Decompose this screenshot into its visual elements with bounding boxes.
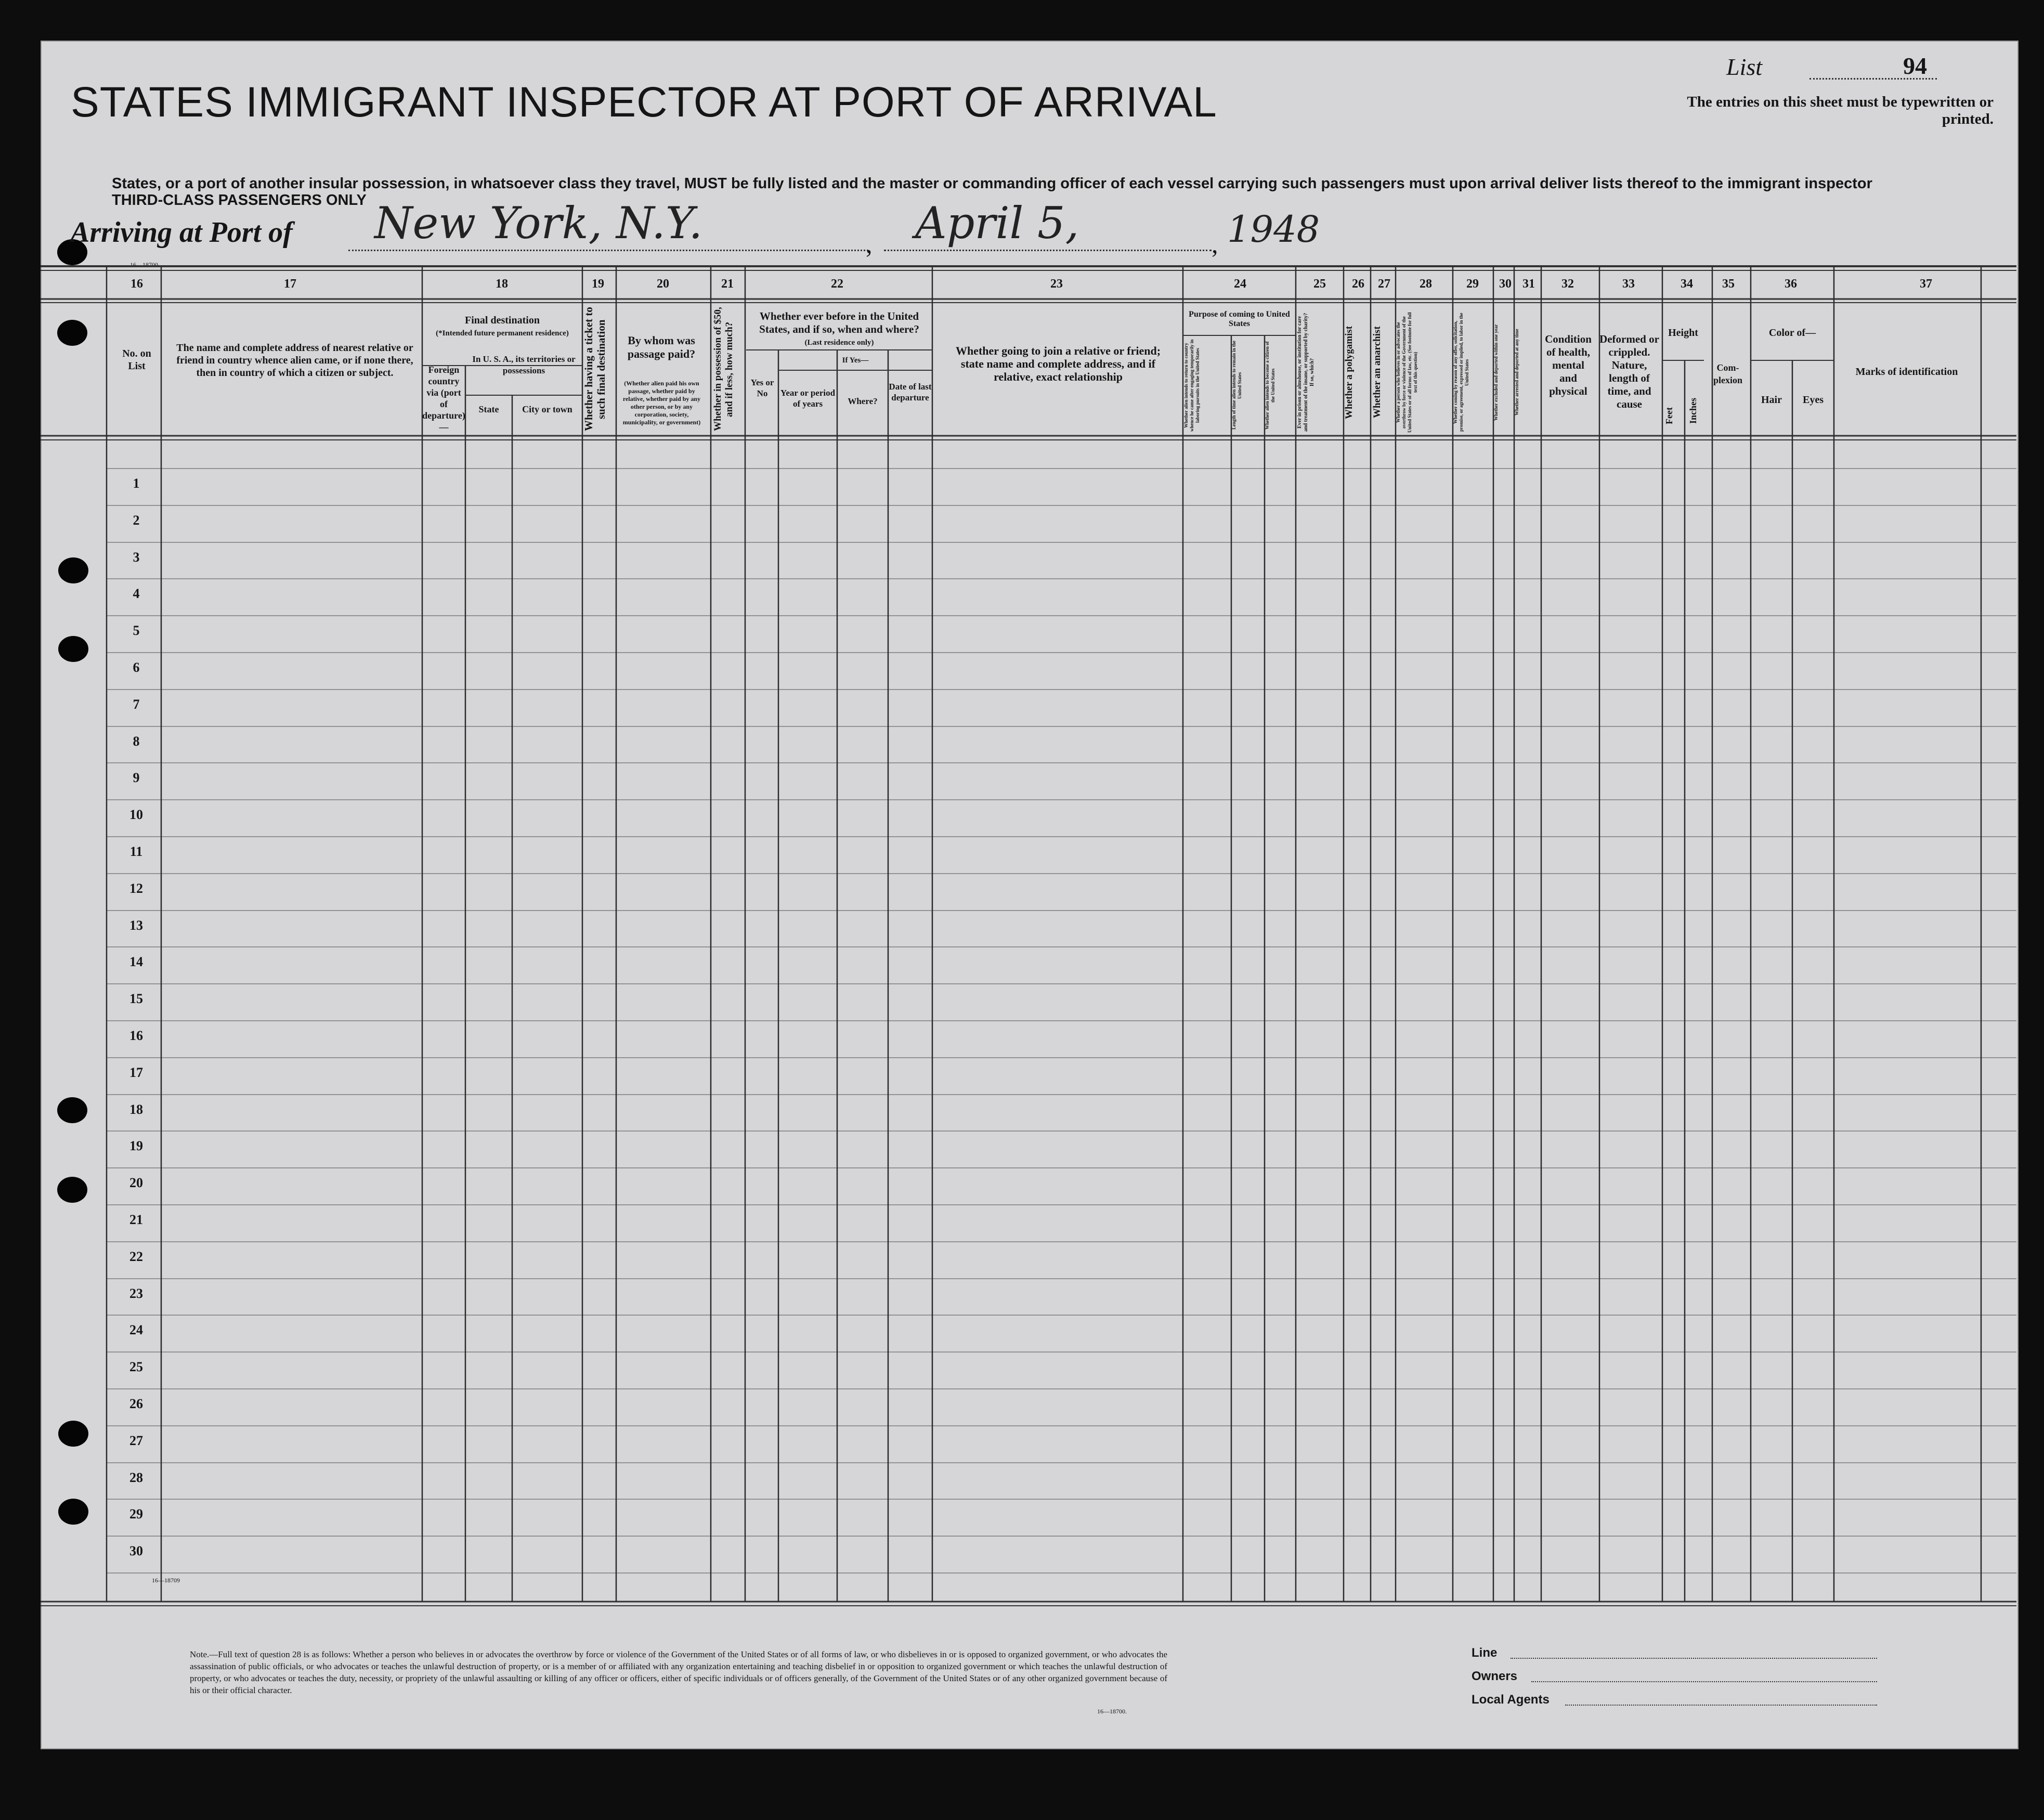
header-offer-labor: Whether coming by reason of any offer, solicitation, promise, or agreement, expressed or implied, to labor in the United States [1453, 313, 1469, 432]
row-number: 11 [129, 844, 143, 859]
header-arrested: Whether arrested and deported at any time [1514, 329, 1519, 416]
header-yes-or-no: Yes or No [750, 378, 774, 398]
header-marks: Marks of identification [1855, 366, 1958, 378]
header-last-residence: (Last residence only) [804, 339, 874, 347]
row-number: 20 [129, 1175, 143, 1190]
list-label: List [1726, 54, 1763, 80]
col-num-28: 28 [1420, 277, 1432, 291]
header-no-on-list: No. on List [122, 348, 151, 372]
header-health: Condition of health, mental and physical [1545, 333, 1592, 397]
row-number: 25 [129, 1359, 143, 1374]
header-final-destination-sub: (*Intended future permanent residence) [436, 329, 569, 337]
col-num-32: 32 [1561, 277, 1574, 291]
row-number: 1 [133, 476, 140, 491]
header-if-yes: If Yes— [842, 356, 869, 365]
row-number: 22 [129, 1249, 143, 1264]
col-num-22: 22 [831, 277, 843, 291]
row-number: 26 [129, 1396, 143, 1411]
header-where: Where? [848, 396, 878, 406]
row-number: 17 [129, 1065, 143, 1080]
header-fifty-dollars: Whether in possession of $50, and if less, how much? [712, 307, 735, 432]
col-num-23: 23 [1050, 277, 1063, 291]
header-ticket: Whether having a ticket to such final destination [582, 307, 607, 432]
header-polygamist: Whether a polygamist [1344, 326, 1355, 419]
header-purpose-citizen: Whether alien intends to become a citizen of the United States [1265, 341, 1275, 430]
col-num-24: 24 [1234, 277, 1246, 291]
date-handwritten: April 5, [915, 198, 1079, 249]
line-label: Line [1472, 1646, 1498, 1660]
header-join-relative: Whether going to join a relative or friend; state name and complete address, and if relative, exact relationship [955, 344, 1161, 383]
header-purpose-length: Length of time alien intends to remain in the United States [1231, 341, 1242, 430]
row-number: 21 [129, 1212, 143, 1227]
header-passage-paid: By whom was passage paid? [627, 334, 696, 360]
row-number: 7 [133, 697, 140, 712]
note-form-code: 16—18700. [1097, 1708, 1127, 1715]
col-num-21: 21 [721, 277, 734, 291]
year-handwritten: 1948 [1227, 208, 1320, 251]
row-number: 16 [129, 1028, 143, 1043]
passenger-class: THIRD-CLASS PASSENGERS ONLY [112, 192, 367, 209]
row-number: 13 [129, 918, 143, 933]
header-prison: Ever in prison or almshouse, or institution for care and treatment of the insane, or supported by charity? If so, which? [1297, 313, 1315, 432]
row-number: 9 [133, 770, 140, 785]
comma: , [866, 229, 873, 258]
form-code: 16—18700. [130, 261, 160, 268]
col-num-19: 19 [592, 277, 604, 291]
instruction-text: States, or a port of another insular possession, in whatsoever class they travel, MUST be fully listed and the master or commanding officer of each vessel carrying such passengers must upon arrival deliver lists thereof to the immigrant inspector [112, 175, 1872, 192]
col-num-31: 31 [1522, 277, 1535, 291]
header-year-period: Year or period of years [780, 388, 836, 409]
col-num-20: 20 [657, 277, 669, 291]
local-agents-label: Local Agents [1472, 1693, 1550, 1707]
row-number: 27 [129, 1433, 143, 1448]
col-num-26: 26 [1352, 277, 1364, 291]
row-number: 3 [133, 550, 140, 565]
header-state: State [478, 404, 499, 414]
header-ever-before: Whether ever before in the United States, and if so, when and where? [759, 310, 919, 335]
header-in-usa: In U. S. A., its territories or possessions [472, 354, 576, 375]
row-number: 2 [133, 513, 140, 528]
row-number: 18 [129, 1102, 143, 1117]
port-handwritten: New York, N.Y. [374, 198, 703, 249]
header-hair: Hair [1761, 394, 1782, 406]
local-agents-field[interactable] [1565, 1705, 1877, 1706]
col-num-36: 36 [1785, 277, 1797, 291]
col-num-16: 16 [131, 277, 143, 291]
row-number: 28 [129, 1470, 143, 1485]
row-number: 15 [129, 991, 143, 1006]
col-num-18: 18 [496, 277, 508, 291]
line-field[interactable] [1511, 1658, 1877, 1659]
header-excluded: Whether excluded and deported within one year [1493, 324, 1499, 421]
header-feet: Feet [1664, 407, 1674, 425]
header-color-of: Color of— [1768, 327, 1816, 339]
header-purpose: Purpose of coming to United States [1189, 310, 1290, 328]
comma: , [1212, 229, 1218, 258]
header-eyes: Eyes [1803, 394, 1824, 406]
row-number: 8 [133, 734, 140, 749]
header-inches: Inches [1688, 398, 1698, 424]
owners-label: Owners [1472, 1669, 1518, 1683]
arriving-label: Arriving at Port of [70, 216, 293, 249]
col-num-35: 35 [1722, 277, 1735, 291]
header-nearest-relative: The name and complete address of nearest relative or friend in country whence alien came, or if none there, then in country of which a citizen or subject. [176, 342, 413, 379]
row-number: 12 [129, 881, 143, 896]
header-purpose-return: Whether alien intends to return to country whence he came after engaging temporarily in laboring pursuits in the United States [1183, 339, 1200, 432]
header-anarchist: Whether an anarchist [1372, 326, 1383, 419]
form-title: STATES IMMIGRANT INSPECTOR AT PORT OF ARRIVAL [71, 79, 1217, 126]
col-num-33: 33 [1622, 277, 1635, 291]
row-number: 6 [133, 660, 140, 675]
row-number: 14 [129, 954, 143, 969]
question-28-note: Note.—Full text of question 28 is as follows: Whether a person who believes in or advocates the overthrow by force or violence of the Government of the United States or of all forms of law, or who disbelieves in or is opposed to organized government, or who advocates the assassination of public officials, or who advocates or teaches the unlawful destruction of property, or is a member of or affiliated with any organization entertaining and teaching disbelief in or opposition to organized government or which teaches the unlawful destruction of property, or who advocates or teaches the duty, necessity, or propriety of the unlawful assaulting or killing of any officer or officers, either of specific individuals or of officers generally, of the Government of the United States or of any other organized government because of his or their official character. [190, 1649, 1167, 1695]
header-overthrow: Whether a person who believes in or advocates the overthrow by force or violence of the Government of the United States or of all forms of law, etc. (See footnote for full text of this question) [1396, 312, 1418, 433]
row-number: 30 [129, 1543, 143, 1558]
col-num-37: 37 [1920, 277, 1932, 291]
owners-field[interactable] [1531, 1681, 1877, 1682]
col-num-34: 34 [1681, 277, 1693, 291]
col-num-29: 29 [1466, 277, 1479, 291]
row-number: 10 [129, 807, 143, 822]
col-num-30: 30 [1499, 277, 1512, 291]
header-foreign-country: Foreign country via (port of departure)— [422, 365, 465, 432]
row-number: 5 [133, 623, 140, 638]
col-num-25: 25 [1313, 277, 1326, 291]
list-number: 94 [1903, 53, 1927, 79]
header-deformed: Deformed or crippled. Nature, length of time, and cause [1599, 333, 1659, 410]
typewritten-note: The entries on this sheet must be typewritten or printed. [1687, 94, 1994, 127]
header-city: City or town [522, 404, 572, 414]
row-number: 19 [129, 1138, 143, 1153]
header-height: Height [1668, 327, 1698, 339]
row-number: 29 [129, 1506, 143, 1522]
header-last-departure: Date of last departure [889, 382, 932, 402]
row-number: 23 [129, 1286, 143, 1301]
header-complexion: Com- plexion [1713, 362, 1742, 385]
row-number: 24 [129, 1322, 143, 1337]
header-final-destination: Final destination [465, 315, 540, 326]
header-passage-paid-sub: (Whether alien paid his own passage, whether paid by relative, whether paid by any other person, or by any corporation, society, municipality, or government) [622, 380, 701, 426]
col-num-27: 27 [1378, 277, 1390, 291]
form-code-bottom: 16—18709 [152, 1577, 180, 1584]
col-num-17: 17 [284, 277, 296, 291]
row-number: 4 [133, 586, 140, 601]
